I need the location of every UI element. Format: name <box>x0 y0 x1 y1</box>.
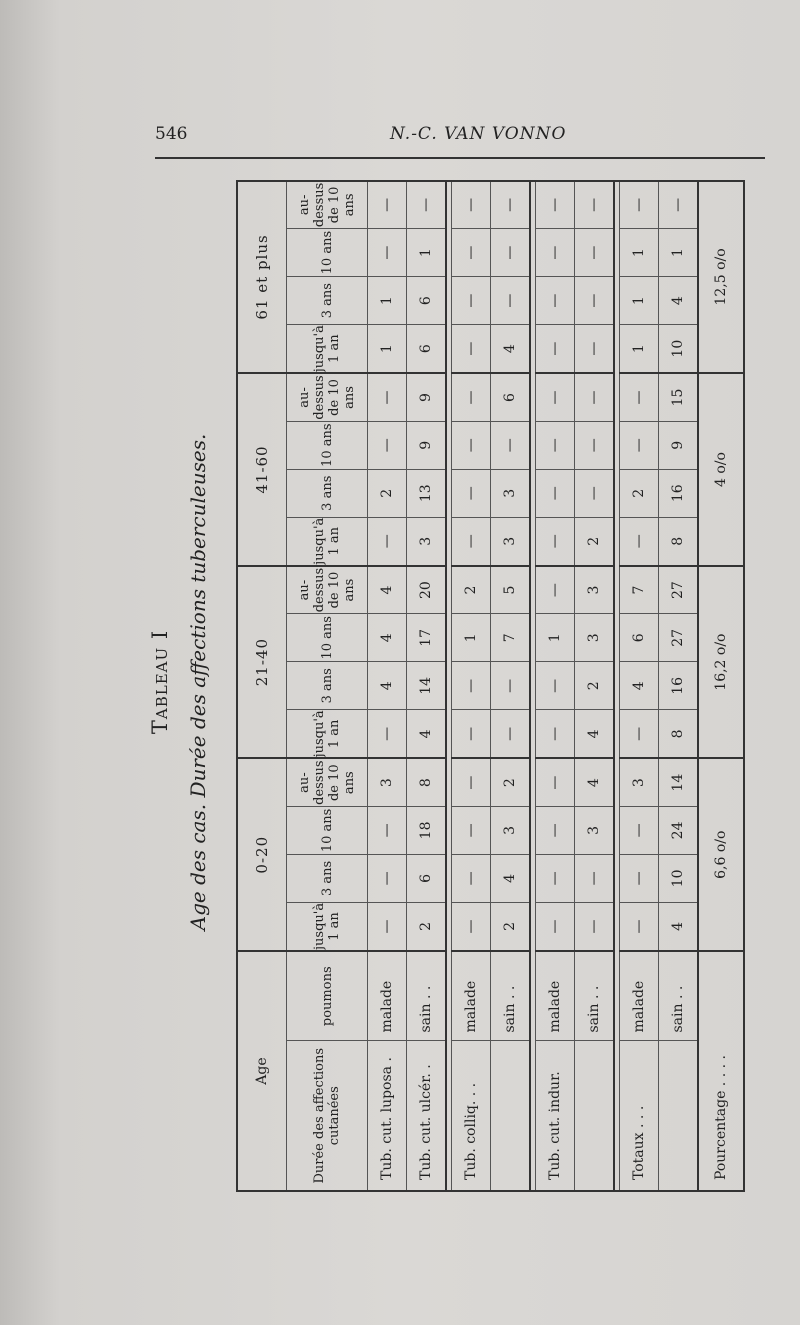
table-cell: — <box>620 806 659 854</box>
table-cell: — <box>536 662 575 710</box>
duration-header: jusqu'à 1 an <box>287 902 368 951</box>
table-cell: 16 <box>659 469 699 517</box>
duration-header: 10 ans <box>287 614 368 662</box>
table-cell: — <box>491 710 531 759</box>
disease-label: Tub. cut. luposa . <box>368 1041 407 1191</box>
table-cell: — <box>491 181 531 229</box>
table-subtitle: Age des cas. Durée des affections tuberculeuses. <box>186 433 210 931</box>
lung-state-label: sain . . <box>575 951 615 1041</box>
table-cell: 4 <box>368 614 407 662</box>
table-cell: 8 <box>659 710 699 759</box>
lung-state-label: malade <box>620 951 659 1041</box>
table-cell: — <box>620 854 659 902</box>
table-cell: — <box>536 758 575 806</box>
lung-state-label: sain . . <box>491 951 531 1041</box>
table-cell: 4 <box>659 277 699 325</box>
table-cell: — <box>659 181 699 229</box>
table-cell: 17 <box>407 614 447 662</box>
table-row <box>491 181 531 1191</box>
table-cell: 24 <box>659 806 699 854</box>
duration-header: 3 ans <box>287 277 368 325</box>
table-cell: 4 <box>368 566 407 614</box>
table-cell: — <box>407 181 447 229</box>
table-cell: — <box>452 806 491 854</box>
table-cell: — <box>368 229 407 277</box>
table-cell: — <box>536 854 575 902</box>
table-cell: — <box>368 710 407 759</box>
table-cell: 7 <box>491 614 531 662</box>
table-cell: 9 <box>407 421 447 469</box>
table-cell: 6 <box>491 373 531 421</box>
percentage-value: 16,2 o/o <box>698 566 744 759</box>
table-cell: — <box>536 517 575 566</box>
table-row <box>659 181 699 1191</box>
lung-state-label: sain . . <box>407 951 447 1041</box>
table-cell: 4 <box>491 854 531 902</box>
table-cell: 3 <box>575 566 615 614</box>
table-cell: 13 <box>407 469 447 517</box>
table-cell: — <box>368 373 407 421</box>
table-cell: 2 <box>491 758 531 806</box>
table-cell: 7 <box>620 566 659 614</box>
duration-header: au-dessus de 10 ans <box>287 758 368 806</box>
table-cell: — <box>620 421 659 469</box>
duration-header: jusqu'à 1 an <box>287 710 368 759</box>
table-cell: 4 <box>575 758 615 806</box>
table-cell: — <box>452 854 491 902</box>
duration-header: au-dessus de 10 ans <box>287 373 368 421</box>
corner-duration: Durée des affections cutanées <box>287 1041 368 1191</box>
percentage-row <box>698 181 744 1191</box>
table-cell: 20 <box>407 566 447 614</box>
duration-header: 10 ans <box>287 806 368 854</box>
page-number: 546 <box>155 124 188 144</box>
table-cell: 4 <box>491 325 531 374</box>
table-cell: 1 <box>452 614 491 662</box>
percentage-value: 12,5 o/o <box>698 181 744 374</box>
header-row-age-groups <box>237 181 287 1191</box>
table-cell: — <box>368 854 407 902</box>
age-group-header: 21-40 <box>237 566 287 759</box>
table-row <box>575 181 615 1191</box>
lung-state-label: malade <box>452 951 491 1041</box>
table-cell: 2 <box>620 469 659 517</box>
table-cell: — <box>368 181 407 229</box>
duration-header: 3 ans <box>287 469 368 517</box>
table-cell: 9 <box>407 373 447 421</box>
table-cell: 4 <box>368 662 407 710</box>
table-cell: 16 <box>659 662 699 710</box>
duration-header: au-dessus de 10 ans <box>287 181 368 229</box>
table-cell: 8 <box>659 517 699 566</box>
table-cell: — <box>575 854 615 902</box>
disease-label <box>659 1041 699 1191</box>
table-cell: — <box>491 421 531 469</box>
table-cell: 2 <box>575 662 615 710</box>
table-cell: — <box>368 902 407 951</box>
table-cell: 18 <box>407 806 447 854</box>
table-cell: — <box>452 902 491 951</box>
table-cell: — <box>452 421 491 469</box>
lung-state-label: sain . . <box>659 951 699 1041</box>
table-cell: — <box>368 806 407 854</box>
table-row <box>407 181 447 1191</box>
table-cell: 3 <box>491 806 531 854</box>
disease-label: Tub. cut. ulcér. . <box>407 1041 447 1191</box>
table-title: Tableau I <box>148 629 172 735</box>
table-cell: — <box>536 325 575 374</box>
tuberculosis-table <box>236 180 745 1192</box>
table-cell: — <box>620 373 659 421</box>
table-cell: 10 <box>659 854 699 902</box>
table-cell: 2 <box>575 517 615 566</box>
table-cell: 9 <box>659 421 699 469</box>
table-cell: 1 <box>620 229 659 277</box>
table-cell: — <box>452 758 491 806</box>
table-cell: 6 <box>407 325 447 374</box>
table-cell: — <box>452 517 491 566</box>
disease-label <box>575 1041 615 1191</box>
disease-label: Tub. cut. indur. <box>536 1041 575 1191</box>
table-cell: — <box>452 277 491 325</box>
table-cell: 1 <box>659 229 699 277</box>
table-row <box>368 181 407 1191</box>
table-cell: — <box>452 229 491 277</box>
table-cell: 15 <box>659 373 699 421</box>
header-row-durations <box>287 181 368 1191</box>
table-cell: — <box>575 902 615 951</box>
table-cell: 1 <box>536 614 575 662</box>
table-cell: — <box>536 902 575 951</box>
table-cell: 2 <box>491 902 531 951</box>
header-rule <box>155 157 765 159</box>
percentage-value: 6,6 o/o <box>698 758 744 951</box>
table-cell: — <box>620 181 659 229</box>
age-group-header: 0-20 <box>237 758 287 951</box>
table-cell: — <box>575 181 615 229</box>
table-cell: 2 <box>452 566 491 614</box>
table-cell: 1 <box>407 229 447 277</box>
table-cell: 14 <box>659 758 699 806</box>
table-cell: 3 <box>620 758 659 806</box>
table-cell: — <box>368 517 407 566</box>
table-cell: 5 <box>491 566 531 614</box>
table-cell: — <box>491 277 531 325</box>
table-cell: 4 <box>407 710 447 759</box>
table-cell: 2 <box>407 902 447 951</box>
table-cell: — <box>575 229 615 277</box>
duration-header: 10 ans <box>287 421 368 469</box>
corner-lungs: poumons <box>287 951 368 1041</box>
lung-state-label: malade <box>536 951 575 1041</box>
table-row <box>452 181 491 1191</box>
duration-header: 3 ans <box>287 854 368 902</box>
table-cell: — <box>620 902 659 951</box>
table-cell: — <box>452 325 491 374</box>
table-cell: — <box>536 806 575 854</box>
table-cell: 10 <box>659 325 699 374</box>
table-cell: 4 <box>659 902 699 951</box>
table-cell: 3 <box>575 614 615 662</box>
table-cell: 4 <box>620 662 659 710</box>
table-cell: 27 <box>659 614 699 662</box>
table-cell: — <box>536 277 575 325</box>
age-group-header: 41-60 <box>237 373 287 566</box>
table-cell: 6 <box>620 614 659 662</box>
lung-state-label: malade <box>368 951 407 1041</box>
table-cell: 3 <box>491 469 531 517</box>
page-header <box>155 118 765 150</box>
table-cell: — <box>536 710 575 759</box>
duration-header: 10 ans <box>287 229 368 277</box>
table-cell: — <box>575 325 615 374</box>
table-row <box>620 181 659 1191</box>
table-cell: — <box>452 469 491 517</box>
table-cell: — <box>536 373 575 421</box>
table-cell: — <box>620 710 659 759</box>
table-cell: — <box>491 662 531 710</box>
running-head-author: N.-C. VAN VONNO <box>390 124 567 144</box>
table-cell: — <box>452 662 491 710</box>
table-cell: 14 <box>407 662 447 710</box>
rotated-table-block <box>148 172 770 1192</box>
table-cell: — <box>452 181 491 229</box>
duration-header: 3 ans <box>287 662 368 710</box>
table-cell: — <box>452 710 491 759</box>
table-cell: — <box>536 181 575 229</box>
table-cell: 1 <box>620 277 659 325</box>
disease-label: Tub. colliq. . . <box>452 1041 491 1191</box>
table-cell: 3 <box>575 806 615 854</box>
table-cell: — <box>536 469 575 517</box>
table-cell: 1 <box>620 325 659 374</box>
table-cell: 2 <box>368 469 407 517</box>
table-cell: 3 <box>491 517 531 566</box>
duration-header: jusqu'à 1 an <box>287 517 368 566</box>
table-cell: — <box>575 469 615 517</box>
table-cell: 8 <box>407 758 447 806</box>
disease-label: Totaux . . . <box>620 1041 659 1191</box>
percentage-label: Pourcentage . . . . <box>698 951 744 1191</box>
table-cell: 1 <box>368 277 407 325</box>
table-cell: — <box>491 229 531 277</box>
table-cell: — <box>536 229 575 277</box>
table-row <box>536 181 575 1191</box>
table-cell: — <box>452 373 491 421</box>
table-cell: 3 <box>368 758 407 806</box>
table-cell: — <box>575 373 615 421</box>
corner-age: Age <box>237 951 287 1191</box>
disease-label <box>491 1041 531 1191</box>
table-cell: 6 <box>407 854 447 902</box>
percentage-value: 4 o/o <box>698 373 744 566</box>
table-cell: 6 <box>407 277 447 325</box>
duration-header: au-dessus de 10 ans <box>287 566 368 614</box>
age-group-header: 61 et plus <box>237 181 287 374</box>
table-cell: 3 <box>407 517 447 566</box>
table-cell: — <box>368 421 407 469</box>
table-cell: — <box>620 517 659 566</box>
table-cell: 4 <box>575 710 615 759</box>
table-cell: — <box>575 277 615 325</box>
table-cell: 27 <box>659 566 699 614</box>
table-cell: — <box>536 566 575 614</box>
table-cell: — <box>536 421 575 469</box>
duration-header: jusqu'à 1 an <box>287 325 368 374</box>
table-cell: 1 <box>368 325 407 374</box>
table-cell: — <box>575 421 615 469</box>
